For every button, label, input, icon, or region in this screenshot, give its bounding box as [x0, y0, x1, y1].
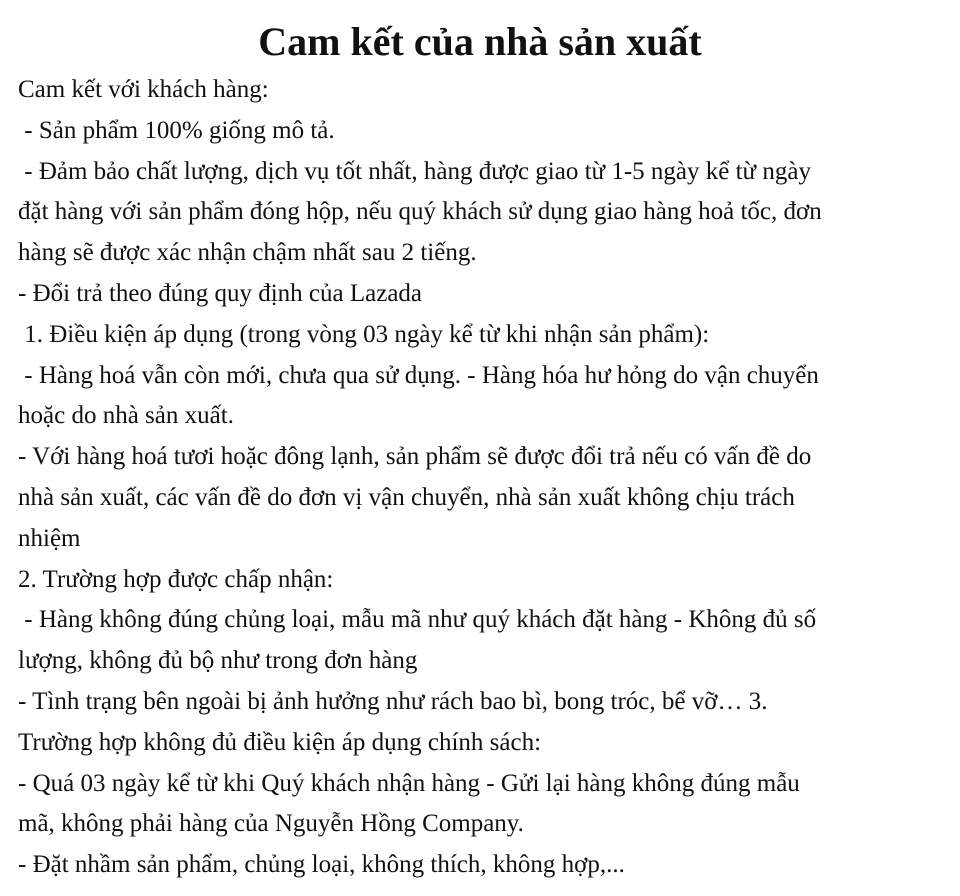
text-line: - Sản phẩm 100% giống mô tả. — [18, 116, 335, 144]
text-line: hàng sẽ được xác nhận chậm nhất sau 2 tiếng. — [18, 239, 477, 267]
text-line: lượng, không đủ bộ như trong đơn hàng — [18, 647, 418, 675]
text-line: nhà sản xuất, các vấn đề do đơn vị vận chuyển, nhà sản xuất không chịu trách — [18, 483, 795, 511]
text-line: đặt hàng với sản phẩm đóng hộp, nếu quý khách sử dụng giao hàng hoả tốc, đơn — [18, 198, 822, 226]
text-line: Cam kết với khách hàng: — [18, 76, 269, 103]
commitment-text — [18, 70, 920, 886]
text-line: - Hàng hoá vẫn còn mới, chưa qua sử dụng. - Hàng hóa hư hỏng do vận chuyển — [18, 361, 819, 389]
text-line: 2. Trường hợp được chấp nhận: — [18, 565, 334, 593]
text-line: Trường hợp không đủ điều kiện áp dụng chính sách: — [18, 728, 542, 756]
text-line: - Đảm bảo chất lượng, dịch vụ tốt nhất, hàng được giao từ 1-5 ngày kể từ ngày — [18, 157, 811, 185]
text-line: - Đặt nhầm sản phẩm, chủng loại, không thích, không hợp,... — [18, 851, 625, 879]
text-line: 1. Điều kiện áp dụng (trong vòng 03 ngày kể từ khi nhận sản phẩm): — [18, 320, 710, 348]
text-line: nhiệm — [18, 524, 81, 552]
text-line: - Với hàng hoá tươi hoặc đông lạnh, sản phẩm sẽ được đổi trả nếu có vấn đề do — [18, 443, 812, 471]
text-line: hoặc do nhà sản xuất. — [18, 402, 234, 430]
text-line: - Hàng không đúng chủng loại, mẫu mã như quý khách đặt hàng - Không đủ số — [18, 606, 817, 634]
text-line: - Tình trạng bên ngoài bị ảnh hưởng như rách bao bì, bong tróc, bể vỡ… 3. — [18, 687, 768, 715]
text-line: - Đổi trả theo đúng quy định của Lazada — [18, 279, 423, 307]
text-line: - Quá 03 ngày kể từ khi Quý khách nhận hàng - Gửi lại hàng không đúng mẫu — [18, 769, 800, 797]
page-title: Cam kết của nhà sản xuất — [258, 19, 702, 64]
text-line: mã, không phải hàng của Nguyễn Hồng Company. — [18, 810, 524, 838]
